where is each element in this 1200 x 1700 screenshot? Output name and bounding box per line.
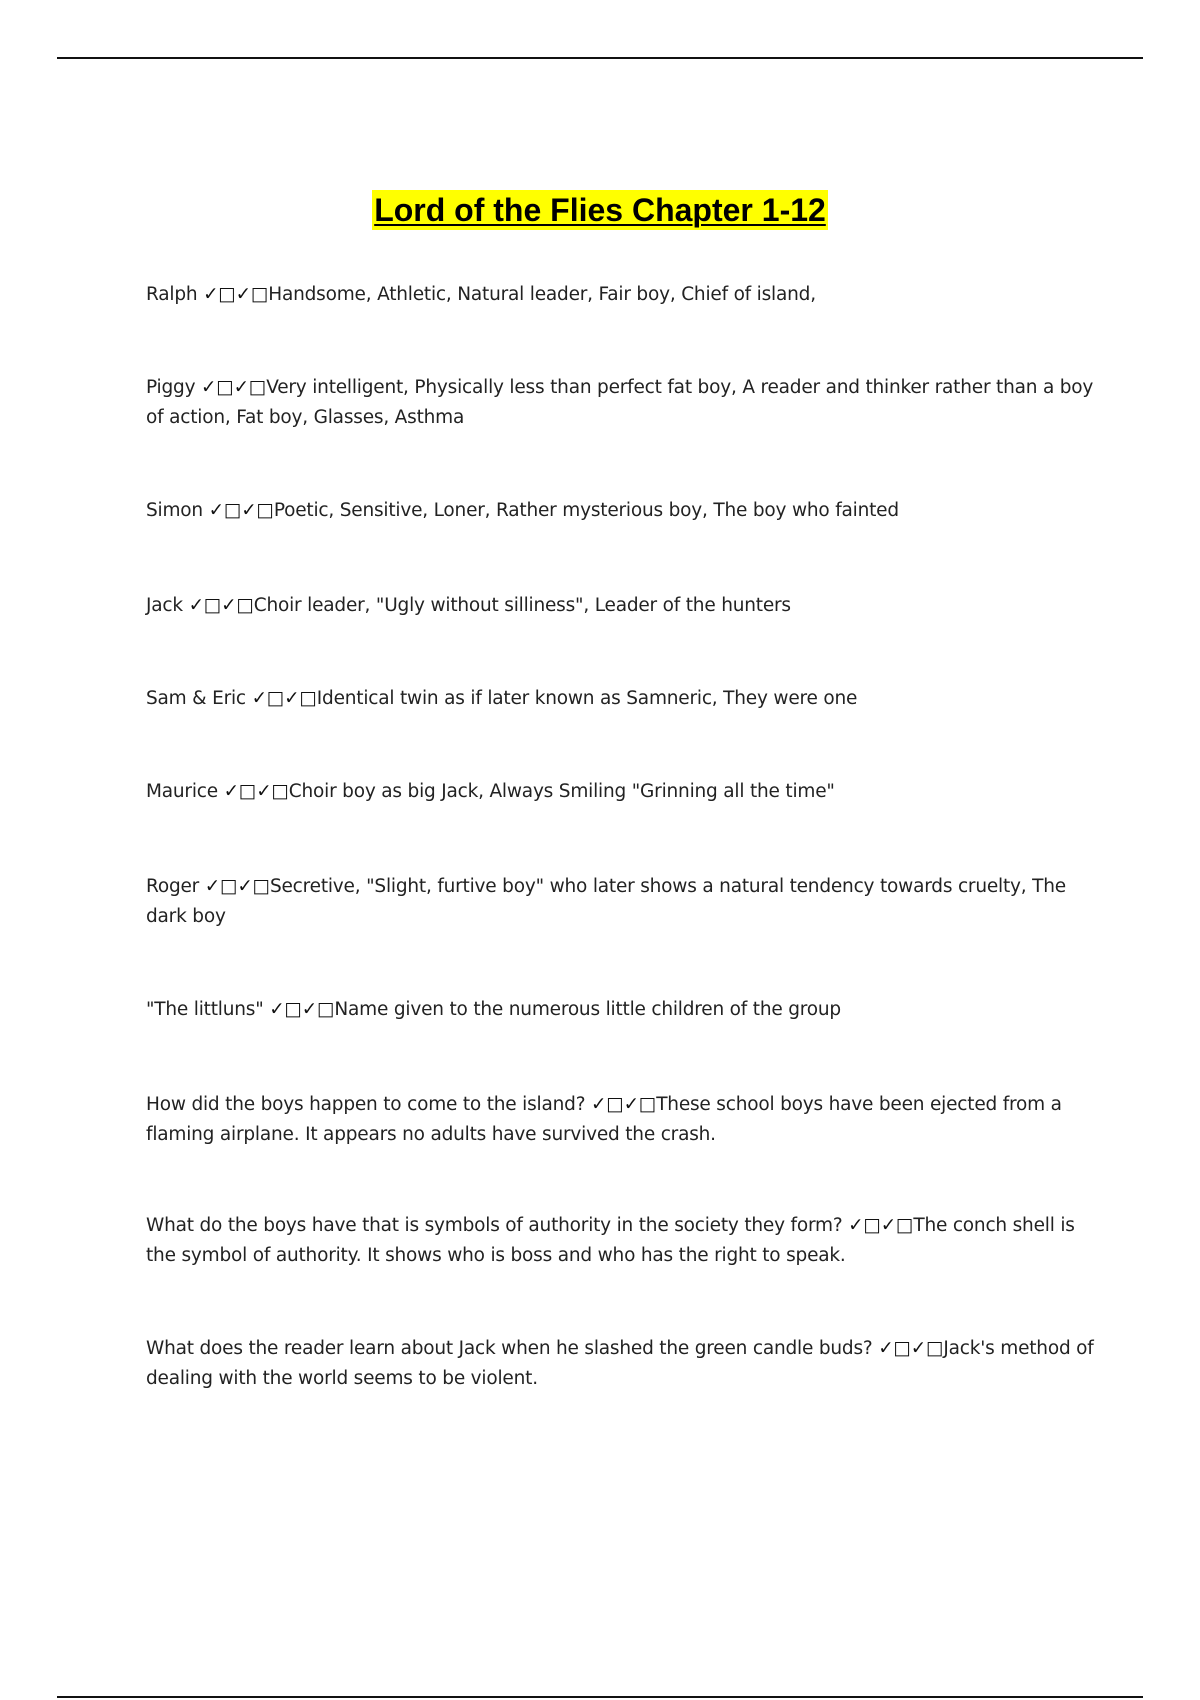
entry-definition: Choir boy as big Jack, Always Smiling "Grinning all the time" (288, 781, 835, 802)
check-separator: ✓□✓□ (251, 688, 317, 709)
entry-definition: The conch shell is the symbol of authority. It shows who is boss and who has the right to speak. (146, 1215, 1075, 1266)
entry-term: Piggy (146, 377, 196, 398)
entry-definition: Poetic, Sensitive, Loner, Rather mysterious boy, The boy who fainted (273, 500, 899, 521)
entry-term: Ralph (146, 284, 198, 305)
flashcard-entry (146, 1211, 1096, 1271)
entry-definition: These school boys have been ejected from a flaming airplane. It appears no adults have survived the crash. (146, 1094, 1062, 1145)
entry-definition: Jack's method of dealing with the world seems to be violent. (146, 1338, 1094, 1389)
entry-term: Sam & Eric (146, 688, 246, 709)
check-separator: ✓□✓□ (201, 377, 267, 398)
flashcard-entry (146, 280, 1096, 310)
entry-term: Maurice (146, 781, 218, 802)
check-separator: ✓□✓□ (223, 781, 289, 802)
entry-term: Roger (146, 876, 200, 897)
entry-term: "The littluns" (146, 999, 264, 1020)
entry-definition: Identical twin as if later known as Samneric, They were one (316, 688, 858, 709)
check-separator: ✓□✓□ (878, 1338, 944, 1359)
entry-definition: Very intelligent, Physically less than perfect fat boy, A reader and thinker rather than a boy of action, Fat boy, Glasses, Asthma (146, 377, 1094, 428)
document-title: Lord of the Flies Chapter 1-12 (374, 192, 826, 228)
flashcard-entry (146, 1334, 1096, 1394)
flashcard-entry (146, 1090, 1096, 1150)
entry-definition: Name given to the numerous little children of the group (334, 999, 841, 1020)
flashcard-entry (146, 591, 1096, 621)
top-divider (57, 57, 1143, 59)
check-separator: ✓□✓□ (269, 999, 335, 1020)
entry-term: Simon (146, 500, 203, 521)
flashcard-entry (146, 995, 1096, 1025)
flashcard-entry (146, 373, 1096, 433)
check-separator: ✓□✓□ (591, 1094, 657, 1115)
flashcard-entry (146, 872, 1096, 932)
bottom-divider (57, 1696, 1143, 1698)
entry-term: What does the reader learn about Jack when he slashed the green candle buds? (146, 1338, 873, 1359)
title-container (0, 190, 1200, 230)
entry-term: What do the boys have that is symbols of authority in the society they form? (146, 1215, 843, 1236)
check-separator: ✓□✓□ (188, 595, 254, 616)
entry-definition: Handsome, Athletic, Natural leader, Fair boy, Chief of island, (268, 284, 816, 305)
check-separator: ✓□✓□ (203, 284, 269, 305)
check-separator: ✓□✓□ (848, 1215, 914, 1236)
flashcard-entry (146, 684, 1096, 714)
entry-definition: Choir leader, "Ugly without silliness", Leader of the hunters (253, 595, 791, 616)
check-separator: ✓□✓□ (208, 500, 274, 521)
entry-definition: Secretive, "Slight, furtive boy" who later shows a natural tendency towards cruelty, The dark boy (146, 876, 1066, 927)
entry-term: How did the boys happen to come to the island? (146, 1094, 586, 1115)
entry-term: Jack (146, 595, 183, 616)
flashcard-entry (146, 777, 1096, 807)
check-separator: ✓□✓□ (204, 876, 270, 897)
flashcard-entry (146, 496, 1096, 526)
